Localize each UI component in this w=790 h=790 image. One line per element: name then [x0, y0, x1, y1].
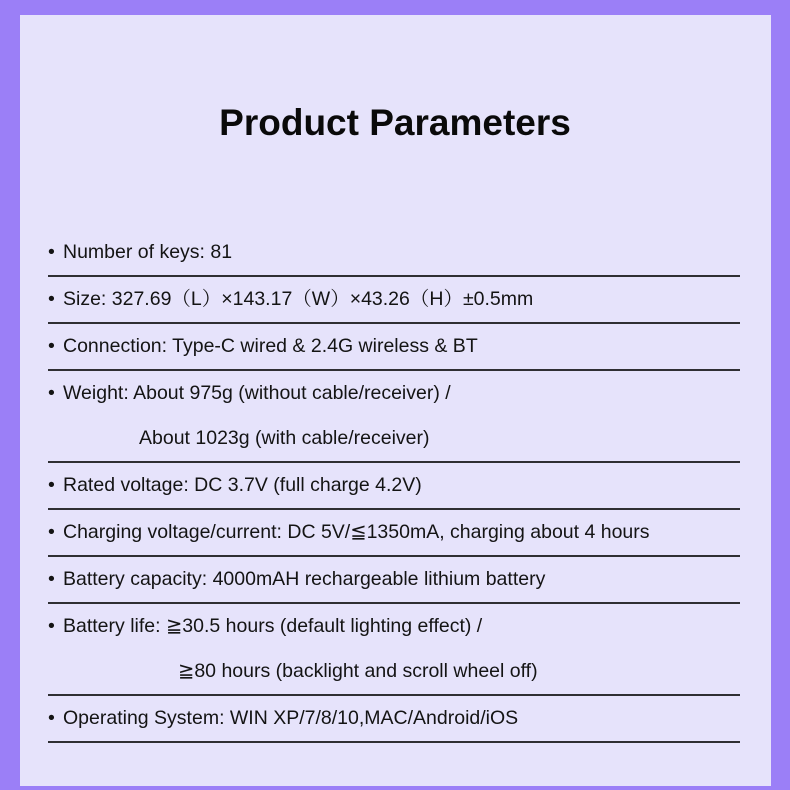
- param-text: Number of keys: 81: [63, 241, 233, 263]
- param-text: Charging voltage/current: DC 5V/≦1350mA, charging about 4 hours: [63, 521, 650, 543]
- param-weight: [48, 371, 740, 463]
- param-rated-voltage: [48, 463, 740, 510]
- bullet-icon: •: [48, 521, 55, 543]
- param-size: [48, 277, 740, 324]
- param-continuation: About 1023g (with cable/receiver): [139, 427, 430, 449]
- param-text: Operating System: WIN XP/7/8/10,MAC/Android/iOS: [63, 707, 519, 729]
- param-text: Size: 327.69（L）×143.17（W）×43.26（H）±0.5mm: [63, 288, 534, 310]
- bullet-icon: •: [48, 241, 55, 263]
- bullet-icon: •: [48, 568, 55, 590]
- param-charging: [48, 510, 740, 557]
- param-text: Battery life: ≧30.5 hours (default lighting effect) /: [63, 615, 483, 637]
- param-keys: [48, 230, 740, 277]
- param-text: Rated voltage: DC 3.7V (full charge 4.2V): [63, 474, 422, 496]
- param-battery-capacity: [48, 557, 740, 604]
- parameter-list: [48, 230, 740, 743]
- bullet-icon: •: [48, 288, 55, 310]
- param-text: Weight: About 975g (without cable/receiver) /: [63, 382, 451, 404]
- bullet-icon: •: [48, 707, 55, 729]
- param-text: Battery capacity: 4000mAH rechargeable lithium battery: [63, 568, 546, 590]
- bullet-icon: •: [48, 382, 55, 404]
- param-continuation: ≧80 hours (backlight and scroll wheel off): [178, 660, 538, 682]
- param-connection: [48, 324, 740, 371]
- bullet-icon: •: [48, 615, 55, 637]
- bullet-icon: •: [48, 474, 55, 496]
- param-battery-life: [48, 604, 740, 696]
- bullet-icon: •: [48, 335, 55, 357]
- page-title: Product Parameters: [219, 102, 571, 143]
- param-text: Connection: Type-C wired & 2.4G wireless & BT: [63, 335, 478, 357]
- param-os: [48, 696, 740, 743]
